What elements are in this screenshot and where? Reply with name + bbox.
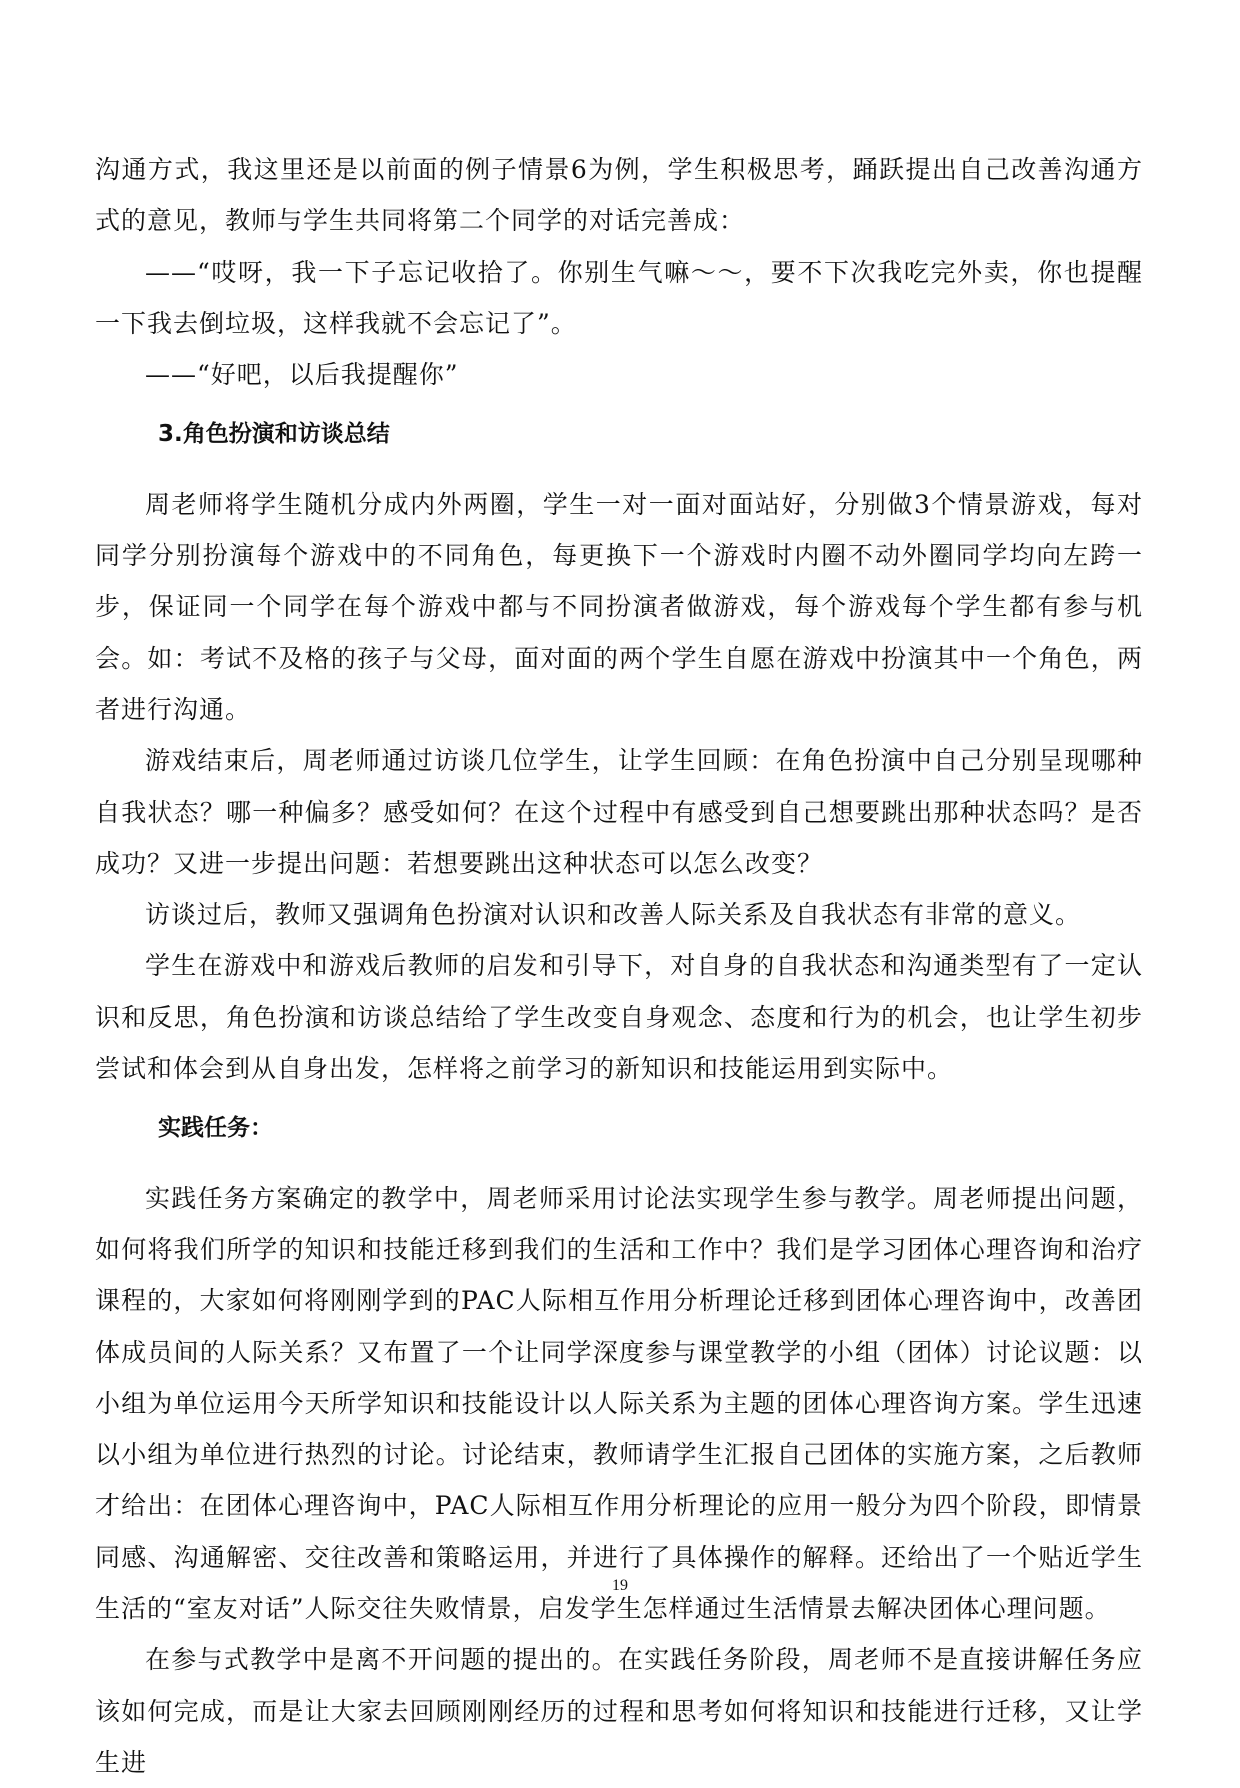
- dialogue-line-2: ——“好吧，以后我提醒你”: [145, 360, 459, 390]
- section-heading-practice-task: 实践任务：: [158, 1115, 273, 1142]
- paragraph-continued: 沟通方式，我这里还是以前面的例子情景6为例，学生积极思考，踊跃提出自己改善沟通方式的意见，教师与学生共同将第二个同学的对话完善成：: [95, 155, 1143, 236]
- page-body: [95, 144, 1143, 1788]
- paragraph-reflection: 学生在游戏中和游戏后教师的启发和引导下，对自身的自我状态和沟通类型有了一定认识和反思，角色扮演和访谈总结给了学生改变自身观念、态度和行为的机会，也让学生初步尝试和体会到从自身出发，怎样将之前学习的新知识和技能运用到实际中。: [95, 951, 1143, 1084]
- paragraph-practice-task: 实践任务方案确定的教学中，周老师采用讨论法实现学生参与教学。周老师提出问题，如何将我们所学的知识和技能迁移到我们的生活和工作中？我们是学习团体心理咨询和治疗课程的，大家如何将刚刚学到的PAC人际相互作用分析理论迁移到团体心理咨询中，改善团体成员间的人际关系？又布置了一个让同学深度参与课堂教学的小组（团体）讨论议题：以小组为单位运用今天所学知识和技能设计以人际关系为主题的团体心理咨询方案。学生迅速以小组为单位进行热烈的讨论。讨论结束，教师请学生汇报自己团体的实施方案，之后教师才给出：在团体心理咨询中，PAC人际相互作用分析理论的应用一般分为四个阶段，即情景同感、沟通解密、交往改善和策略运用，并进行了具体操作的解释。还给出了一个贴近学生生活的“室友对话”人际交往失败情景，启发学生怎样通过生活情景去解决团体心理问题。: [95, 1183, 1143, 1624]
- section-heading-role-play: 3.角色扮演和访谈总结: [158, 421, 390, 448]
- paragraph-role-play-setup: 周老师将学生随机分成内外两圈，学生一对一面对面站好，分别做3个情景游戏，每对同学分别扮演每个游戏中的不同角色，每更换下一个游戏时内圈不动外圈同学均向左跨一步，保证同一个同学在每个游戏中都与不同扮演者做游戏，每个游戏每个学生都有参与机会。如：考试不及格的孩子与父母，面对面的两个学生自愿在游戏中扮演其中一个角色，两者进行沟通。: [95, 489, 1143, 724]
- page-number: 19: [612, 1577, 628, 1594]
- paragraph-emphasis: 访谈过后，教师又强调角色扮演对认识和改善人际关系及自我状态有非常的意义。: [145, 900, 1082, 930]
- paragraph-participation: 在参与式教学中是离不开问题的提出的。在实践任务阶段，周老师不是直接讲解任务应该如何完成，而是让大家去回顾刚刚经历的过程和思考如何将知识和技能进行迁移，又让学生进: [95, 1645, 1143, 1777]
- paragraph-interview: 游戏结束后，周老师通过访谈几位学生，让学生回顾：在角色扮演中自己分别呈现哪种自我状态？哪一种偏多？感受如何？在这个过程中有感受到自己想要跳出那种状态吗？是否成功？又进一步提出问题：若想要跳出这种状态可以怎么改变？: [95, 746, 1143, 878]
- dialogue-line-1: ——“哎呀，我一下子忘记收拾了。你别生气嘛～～，要不下次我吃完外卖，你也提醒一下我去倒垃圾，这样我就不会忘记了”。: [95, 257, 1143, 338]
